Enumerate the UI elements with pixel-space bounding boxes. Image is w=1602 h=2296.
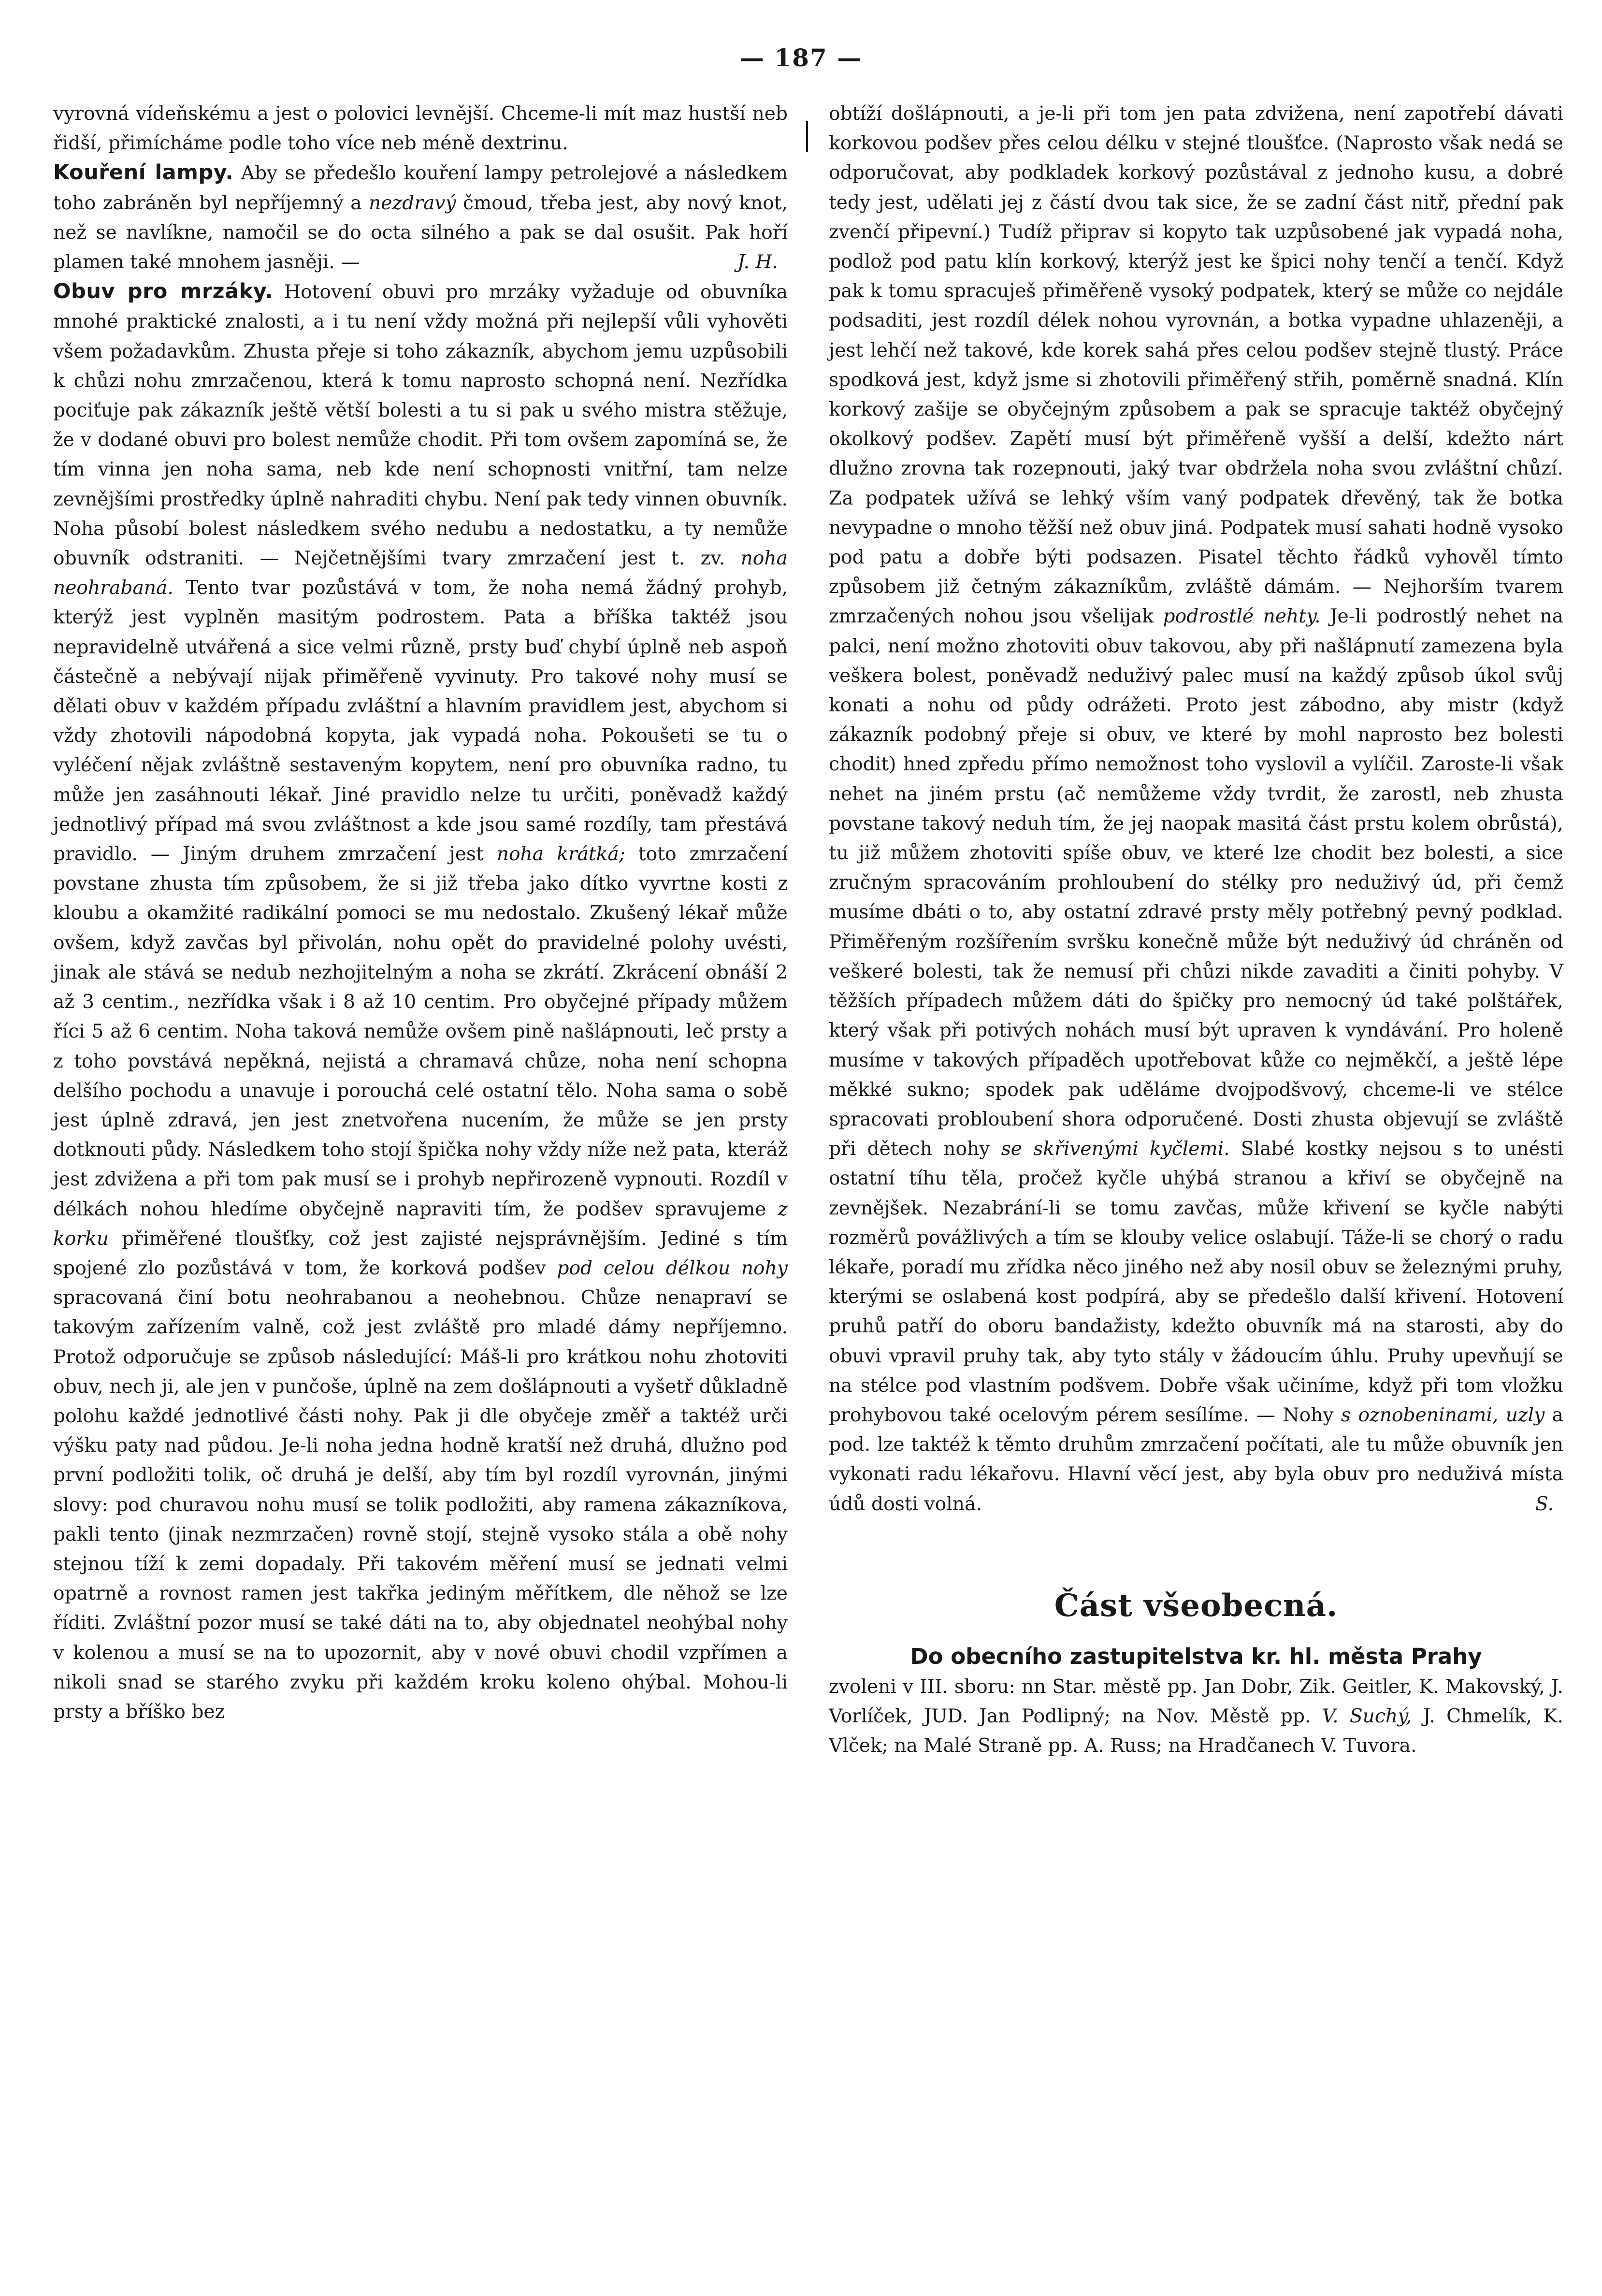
column-rule	[806, 121, 808, 152]
paragraph-lamp-smoke	[53, 158, 788, 277]
article-heading-prague-council: Do obecního zastupitelstva kr. hl. města Prahy	[910, 1643, 1482, 1669]
text-run: a pod. lze taktéž k těmto druhům zmrzačení počítati, ale tu může obuvník jen vykonati radu lékařovu. Hlavní věcí jest, aby byla obuv pro neduživá místa údů dosti volná.	[829, 1404, 1563, 1515]
text-run: Tento tvar pozůstává v tom, že noha nemá žádný prohyb, kterýž jest vyplněn masitým podrostem. Pata a bříška taktéž jsou nepravidelně utvářená a sice velmi různě, prsty buď chybí úplně neb aspoň částečně a nebývají nijak přiměřeně vyvinuty. Pro takové nohy musí se dělati obuv v každém případu zvláštní a hlavním pravidlem jest, abychom si vždy zhotovili nápodobná kopyta, jak vypadá noha. Pokoušeti se tu o vyléčení nějak zvláštně sestaveným kopytem, není pro obuvníka radno, tu může jen zasáhnouti lékař. Jiné pravidlo nelze tu určiti, poněvadž každý jednotlivý případ má svou zvláštnost a kde jsou samé rozdíly, tam přestává pravidlo. — Jiným druhem zmrzačení jest	[53, 577, 788, 866]
text-run: spracovaná činí botu neohrabanou a neohebnou. Chůze nenapraví se takovým zařízením valně, což jest zvláště pro mladé dámy nepříjemno. Protož odporučuje se způsob následující: Máš-li pro krátkou nohu zhotoviti obuv, nech ji, ale jen v punčoše, úplně na zem došlápnouti a vyšetř důkladně polohu každé jednotlivé části nohy. Pak ji dle obyčeje změř a taktéž urči výšku paty nad půdou. Je-li noha jedna hodně kratší než druhá, dlužno pod první podložiti tolik, oč druhá je delší, aby tím byl rozdíl vyrovnán, jinými slovy: pod churavou nohu musí se tolik podložiti, aby ramena zákazníkova, pakli tento (jinak nezmrzačen) rovně stojí, stejně vysoko stála a obě nohy stejnou tíží k zemi dopadaly. Při takovém měření musí se jednati velmi opatrně a rovnost ramen jest takřka jediným měřítkem, dle něhož se lze říditi. Zvláštní pozor musí se také dáti na to, aby objednatel neohýbal nohy v kolenou a musí se na to upozornit, aby v nové obuvi chodil vzpřímen a nikoli snad se starého zvyku při každém kroku koleno ohýbal. Mohou-li prsty a bříško bez	[53, 1287, 788, 1723]
paragraph-shoe-polish-end: vyrovná vídeňskému a jest o polovici levnější. Chceme-li mít maz hustší neb řidší, přimícháme podle toho více neb méně dextrinu.	[53, 103, 788, 155]
text-run: Hotovení obuvi pro mrzáky vyžaduje od obuvníka mnohé praktické znalosti, a i tu není vždy možná při nejlepší vůli vyhověti všem požadavkům. Zhusta přeje si toho zákazník, abychom jemu uzpůsobili k chůzi nohu zmrzačenou, která k tomu naprosto schopná není. Nezřídka pociťuje pak zákazník ještě větší bolesti a tu si pak u svého mistra stěžuje, že v dodané obuvi pro bolest nemůže chodit. Při tom ovšem zapomíná se, že tím vinna jen noha sama, neb kde není schopnosti vnitřní, tam nelze zevnějšími prostředky úplně nahraditi chybu. Není pak tedy vinnen obuvník. Noha působí bolest následkem svého nedubu a nedostatku, a ty nemůže obuvník odstraniti. — Nejčetnějšími tvary zmrzačení jest t. zv.	[53, 281, 788, 570]
heading-cripple-shoes: Obuv pro mrzáky.	[53, 279, 274, 304]
text-run: zvoleni v III. sboru: nn Star. městě pp. Jan Dobr, Zik. Geitler, K. Makovský, J. Vorlíček, JUD. Jan Podlipný; na Nov. Městě pp.	[829, 1675, 1563, 1727]
italic-run: pod celou délkou nohy	[557, 1257, 788, 1279]
signature-jh: J. H.	[737, 251, 778, 274]
italic-run: s oznobeninami, uzly	[1341, 1404, 1545, 1426]
italic-run: noha krátká;	[496, 843, 625, 866]
italic-run: podrostlé nehty.	[1163, 606, 1321, 628]
italic-run: z korku	[53, 1198, 788, 1250]
section-title: Část všeobecná.	[1054, 1587, 1338, 1624]
text-run: Slabé kostky nejsou s to unésti ostatní tíhu těla, pročež kyčle uhýbá stranou a křiví se obyčejně na zevnějšek. Nezabrání-li se tomu zavčas, může křivení se kyčle nabýti rozměrů povážlivých a tím se klouby velice oslabují. Táže-li se chorý o radu lékaře, poradí mu zřídka něco jiného než aby nosil obuv se železnými pruhy, kterými se oslabená kost podpírá, aby se předešlo další křivení. Hotovení pruhů patří do oboru bandažisty, kdežto obuvník má na starosti, aby do obuvi vpravil pruhy tak, aby tyto stály v žádoucím úhlu. Pruhy upevňují se na stélce pod vlastním podšvem. Dobře však učiníme, když při tom vložku prohybovou také ocelovým pérem sesílíme. — Nohy	[829, 1138, 1563, 1426]
text-run: J. Chmelík, K. Vlček; na Malé Straně pp. A. Russ; na Hradčanech V. Tuvora.	[829, 1705, 1563, 1757]
italic-run: noha neohrabaná.	[53, 548, 788, 599]
text-run: přiměřené tloušťky, což jest zajisté nejsprávnějším. Jediné s tím spojené zlo pozůstává v tom, že korková podšev	[53, 1227, 788, 1279]
italic-run: V. Suchý,	[1322, 1705, 1412, 1727]
paragraph-cripple-shoes-cont	[829, 99, 1563, 1519]
paragraph-cripple-shoes	[53, 277, 788, 1727]
text-run: čmoud, třeba jest, aby nový knot, než se navlíkne, namočil se do octa silného a pak se dal osušit. Pak hoří plamen také mnohem jasněji. —	[53, 192, 788, 274]
text-run: Aby se předešlo kouření lampy petrolejové a následkem toho zabráněn byl nepříjemný a	[53, 162, 788, 214]
text-run: toto zmrzačení povstane zhusta tím způsobem, že si již třeba jako dítko vyvrtne kosti z kloubu a okamžité radikální pomoci se mu nedostalo. Zkušený lékař může ovšem, když zavčas byl přivolán, nohu opět do pravidelné polohy uvésti, jinak ale stává se nedub nezhojitelným a noha se zkrátí. Zkrácení obnáší 2 až 3 centim., nezřídka však i 8 až 10 centim. Pro obyčejné případy můžem říci 5 až 6 centim. Noha taková nemůže ovšem pině našlápnouti, leč prsty a z toho povstává nepěkná, nejistá a chramavá chůze, noha není schopna delšího pochodu a unavuje i porouchá celé ostatní tělo. Noha sama o sobě jest úplně zdravá, jen jest znetvořena nucením, že může se jen prsty dotknouti půdy. Následkem toho stojí špička nohy vždy níže než pata, kteráž jest zdvižena a při tom pak musí se i prohyb nepřirozeně vypnouti. Rozdíl v délkách nohou hledíme obyčejně napraviti tím, že podšev spravujeme	[53, 843, 788, 1220]
heading-lamp-smoke: Kouření lampy.	[53, 160, 234, 185]
text-run: Je-li podrostlý nehet na palci, není možno zhotoviti obuv takovou, aby při našlápnutí zamezena byla veškera bolest, poněvadž neduživý palec musí na každý způsob úkol svůj konati a nohu od půdy odrážeti. Proto jest zábodno, aby mistr (když zákazník podobný přeje si obuv, ve které by mohl naprosto bez bolesti chodit) hned zpředu přímo nemožnost toho vyslovil a vylíčil. Zaroste-li však nehet na jiném prstu (ač nemůžeme vždy tvrdit, že zarostl, neb zhusta povstane takový neduh tím, že jej naopak masitá část prstu kolem obrůstá), tu již můžem zhotoviti spíše obuv, ve které lze chodit bez bolesti, a sice zručným spracováním prohloubení do stélky pro neduživý úd, při čemž musíme dbáti o to, aby ostatní zdravé prsty měly potřebný pevný podklad. Přiměřeným rozšířením svršku konečně může být neduživý úd chráněn od veškeré bolesti, tak že nemusí při chůzi nikde zavaditi a činiti pohyby. V těžších případech můžem dáti do špičky pro nemocný úd také polštářek, který však při potivých nohách musí být upraven k vyndávání. Pro holeně musíme v takových případěch upotřebovat kůže co nejměkčí, a ještě lépe měkké sukno; spodek pak uděláme dvojpodšvový, chceme-li ve stélce spracovati probloubení shora odporučené. Dosti zhusta objevují se zvláště při dětech nohy	[829, 606, 1563, 1160]
paragraph-council-members	[829, 1672, 1563, 1761]
text-run: obtíží došlápnouti, a je-li při tom jen pata zdvižena, není zapotřebí dávati korkovou podšev přes celou délku v stejné tloušťce. (Naprosto však nedá se odporučovat, aby podkladek korkový pozůstával z jednoho kusu, a dobré tedy jest, udělati jej z částí dvou tak sice, že se zadní část nitř, přední pak zvenčí připevní.) Tudíž připrav si kopyto tak uzpůsobené jak vypadá noha, podlož pod patu klín korkový, kterýž jest ke špici nohy tenčí a tenčí. Když pak k tomu spracuješ přiměřeně vysoký podpatek, který se může co nejdále podsaditi, jest rozdíl délek nohou vyrovnán, a botka vypadne uhlazeněji, a jest lehčí než takové, kde korek sahá přes celou podšev stejně tlustý. Práce spodková jest, když jsme si zhotovili přiměřený střih, poměrně snadná. Klín korkový zašije se obyčejným způsobem a pak se spracuje taktéž obyčejný okolkový podšev. Zapětí musí být přiměřeně vyšší a delší, kdežto nárt dlužno zrovna tak rozepnouti, jaký tvar obdržela noha svou zvláštní chůzí. Za podpatek užívá se lehký vším vaný podpatek dřevěný, tak že botka nevypadne o mnoho těžší než obuv jiná. Podpatek musí sahati hodně vysoko pod patu a dobře býti podsazen. Pisatel těchto řádků vyhověl tímto způsobem již četným zákazníkům, zvláště dámám. — Nejhorším tvarem zmrzačených nohou jsou všelijak	[829, 103, 1563, 628]
page-number: — 187 —	[739, 43, 863, 72]
left-column	[53, 99, 788, 1727]
signature-s: S.	[1535, 1493, 1554, 1515]
italic-run: nezdravý	[369, 192, 456, 214]
right-column	[829, 99, 1563, 1761]
italic-run: se skřivenými kyčlemi.	[1001, 1138, 1230, 1160]
